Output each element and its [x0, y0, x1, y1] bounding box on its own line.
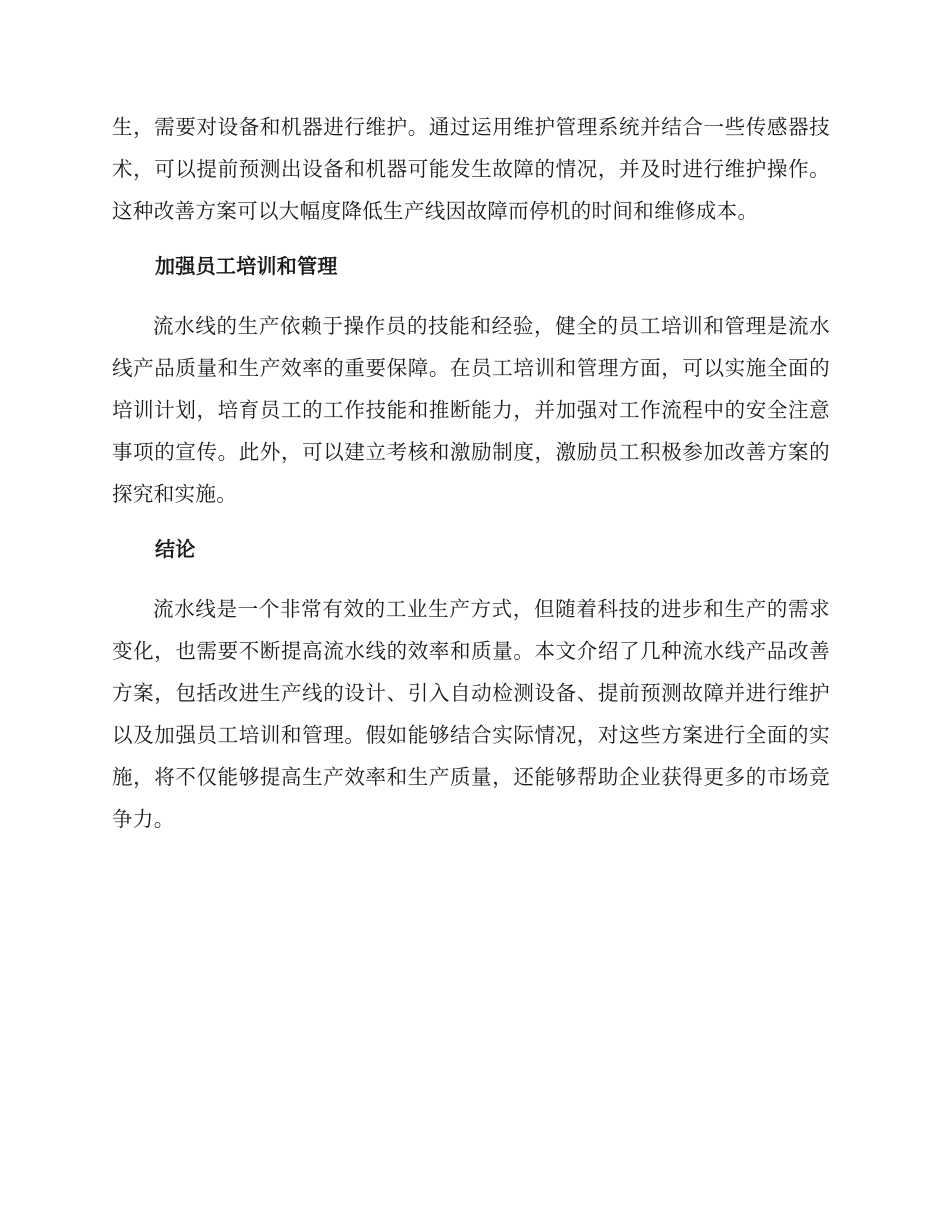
document-page [112, 106, 830, 855]
section-heading-conclusion: 结论 [155, 537, 196, 561]
paragraph-conclusion: 流水线是一个非常有效的工业生产方式，但随着科技的进步和生产的需求变化，也需要不断提高流水线的效率和质量。本文介绍了几种流水线产品改善方案，包括改进生产线的设计、引入自动检测设备、提前预测故障并进行维护以及加强员工培训和管理。假如能够结合实际情况，对这些方案进行全面的实施，将不仅能够提高生产效率和生产质量，还能够帮助企业获得更多的市场竞争力。 [112, 597, 830, 831]
section-heading-training: 加强员工培训和管理 [155, 254, 338, 278]
paragraph-training: 流水线的生产依赖于操作员的技能和经验，健全的员工培训和管理是流水线产品质量和生产效率的重要保障。在员工培训和管理方面，可以实施全面的培训计划，培育员工的工作技能和推断能力，并加强对工作流程中的安全注意事项的宣传。此外，可以建立考核和激励制度，激励员工积极参加改善方案的探究和实施。 [112, 314, 830, 506]
paragraph-maintenance-continued: 生，需要对设备和机器进行维护。通过运用维护管理系统并结合一些传感器技术，可以提前预测出设备和机器可能发生故障的情况，并及时进行维护操作。这种改善方案可以大幅度降低生产线因故障而停机的时间和维修成本。 [112, 115, 830, 223]
